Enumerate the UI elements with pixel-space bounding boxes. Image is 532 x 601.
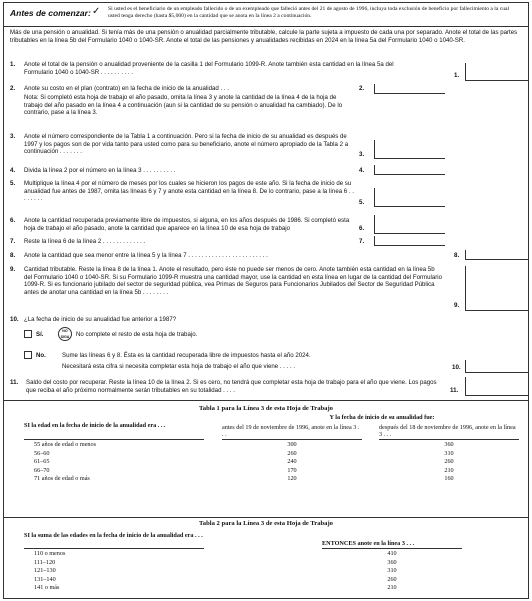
- line-ref: 9.: [454, 302, 460, 309]
- line-ref: 8.: [454, 252, 460, 259]
- line-3-text: Anote el número correspondiente de la Tabla 1 a continuación. Pero si la fecha de inicio de su anualidad es después de 1997 y los pagos son de por vida tanto para usted como para su beneficiario, anote el número apropiado de la Tabla 2 a continuación . . . . . . .: [24, 133, 349, 156]
- si-checkbox[interactable]: [24, 330, 32, 338]
- header-title: Antes de comenzar:: [10, 8, 91, 18]
- line-6-amount-field[interactable]: [374, 215, 445, 234]
- line-3-amount-field[interactable]: [374, 140, 445, 159]
- table-1-caption: Tabla 1 para la Línea 3 de esta Hoja de Trabajo: [199, 405, 333, 412]
- table-2-value-cell: 360: [387, 558, 397, 566]
- si-label: Sí.: [36, 331, 44, 338]
- no-text-continued: Necesitará esta cifra si necesita completar esta hoja de trabajo el año que viene . . . . .: [62, 363, 296, 370]
- table-2-sum-cell: 141 o más: [34, 584, 60, 591]
- line-number: 10.: [10, 316, 19, 323]
- line-ref: 1.: [454, 72, 460, 79]
- line-2-text: Anote su costo en el plan (contrato) en la fecha de inicio de la anualidad . . .: [24, 85, 229, 92]
- no-text: Sume las líneas 6 y 8. Ésta es la cantidad recuperada libre de impuestos hasta el año 2024.: [62, 352, 311, 359]
- line-10-amount-field[interactable]: [465, 360, 528, 373]
- stop-sign-icon: NO SIGA: [58, 327, 72, 341]
- line-number: 3.: [10, 133, 16, 140]
- table-1-group-header: Y la fecha de inicio de su anualidad fue:: [329, 414, 435, 421]
- line-10-text: ¿La fecha de inicio de su anualidad fue anterior a 1987?: [24, 316, 177, 323]
- table-1-after-cell: 310: [444, 449, 454, 457]
- line-8-amount-field[interactable]: [465, 250, 528, 260]
- table-1-after-cell: 360: [444, 441, 454, 448]
- table-2-sum-cell: 110 o menos: [34, 550, 66, 557]
- line-number: 11.: [10, 379, 19, 386]
- worksheet-frame: [3, 2, 529, 599]
- divider: [4, 517, 528, 518]
- table-2-sum-cell: 111–120: [34, 558, 56, 566]
- intro-paragraph: Más de una pensión o anualidad. Si tenía más de una pensión o anualidad parcialmente tributable, calcule la parte sujeta a impuesto de cada una por separado. Anote el total de las partes tributables en la línea 5b del Formulario 1040 o 1040-SR. Anote el total de las pensiones y anualidades recibidas en 2024 en la línea 5a del Formulario 1040 o 1040-SR.: [10, 29, 518, 44]
- table-1-before-cell: 260: [287, 449, 297, 457]
- line-number: 4.: [10, 167, 16, 174]
- table-2-sum-cell: 131–140: [34, 575, 56, 583]
- line-ref: 11.: [450, 387, 459, 394]
- table-2-caption: Tabla 2 para la Línea 3 de esta Hoja de Trabajo: [199, 520, 333, 527]
- table-2-header-rule: [322, 548, 462, 549]
- table-1-header-rule: [379, 439, 519, 440]
- table-1-before-cell: 170: [287, 466, 297, 474]
- table-1-after-cell: 210: [444, 466, 454, 474]
- no-checkbox[interactable]: [24, 351, 32, 359]
- line-number: 2.: [10, 85, 16, 92]
- table-2-value-cell: 260: [387, 575, 397, 583]
- table-1-before-cell: 120: [287, 475, 297, 482]
- line-ref: 2.: [359, 85, 365, 92]
- line-11-amount-field[interactable]: [465, 377, 528, 396]
- header-note: Si usted es el beneficiario de un empleado fallecido o de un exempleado que falleció antes del 21 de agosto de 1996, incluya toda exclusión de beneficio por fallecimiento a la cual usted tenga derecho (hasta $5,000) en la cantidad que se anota en la línea 2 a continuación.: [108, 6, 510, 19]
- header-banner: [4, 3, 528, 27]
- line-2-note: Nota: Si completó esta hoja de trabajo el año pasado, omita la línea 3 y anote la cantidad de la línea 4 de la hoja de trabajo del año pasado en la línea 4 a continuación (aun si la cantidad de su pensión o anualidad ha cambiado). De lo contrario, pase a la línea 3.: [24, 94, 343, 117]
- table-1-col3-header: después del 18 de noviembre de 1996, anote en la línea 3 . . .: [379, 424, 516, 439]
- line-1-amount-field[interactable]: [465, 63, 528, 81]
- line-9-text: Cantidad tributable. Reste la línea 8 de la línea 1. Anote el resultado, pero éste no puede ser menos de cero. Anote también esta cantidad en la línea 5b del Formulario 1040 o 1040-SR. Si su Formulario 1099-R muestra una cantidad mayor, use la cantidad en esta línea en lugar de la cantidad del Formulario 1099-R. Si es funcionario jubilado del sector de seguridad pública, vea Primas de Seguros para Funcionarios Jubilados del Sector de Seguridad Pública antes de anotar una cantidad en la línea 5b . . . . . . . .: [24, 266, 442, 296]
- divider: [4, 400, 528, 401]
- line-ref: 3.: [359, 151, 365, 158]
- line-2-amount-field[interactable]: [374, 84, 445, 94]
- table-1-before-cell: 300: [287, 441, 297, 448]
- table-2-header-rule: [24, 548, 204, 549]
- table-1-after-cell: 160: [444, 475, 454, 482]
- line-number: 5.: [10, 180, 16, 187]
- table-2-value-cell: 210: [387, 584, 397, 591]
- line-9-amount-field[interactable]: [465, 266, 528, 311]
- line-4-text: Divida la línea 2 por el número en la línea 3 . . . . . . . . . .: [24, 167, 176, 174]
- line-ref: 4.: [359, 167, 365, 174]
- table-1-age-cell: 56–60: [34, 449, 50, 457]
- table-1-col1-header: SI la edad en la fecha de inicio de la anualidad era . . .: [24, 422, 166, 429]
- line-7-text: Reste la línea 6 de la línea 2 . . . . . . . . . . . . .: [24, 238, 146, 245]
- line-5-amount-field[interactable]: [374, 188, 445, 207]
- checkmark-icon: ✓: [92, 6, 101, 17]
- table-2-sum-cell: 121–130: [34, 567, 56, 574]
- line-number: 7.: [10, 238, 16, 245]
- table-2-col2-header: ENTONCES anote en la línea 3 . . .: [322, 540, 415, 547]
- table-1-header-rule: [222, 439, 362, 440]
- table-1-before-cell: 240: [287, 458, 297, 465]
- line-6-text: Anote la cantidad recuperada previamente libre de impuestos, si alguna, en los años después de 1986. Si completó esta hoja de trabajo el año pasado, anote la cantidad que aparece en la línea 10 de esa hoja de trabajo: [24, 217, 350, 232]
- line-7-amount-field[interactable]: [374, 236, 445, 246]
- line-ref: 10.: [452, 364, 461, 371]
- table-1-age-cell: 66–70: [34, 466, 50, 474]
- line-1-text: Anote el total de la pensión o anualidad proveniente de la casilla 1 del Formulario 1099-R. Anote también esta cantidad en la línea 5a del Formulario 1040 o 1040-SR . . . . . . . . . .: [24, 61, 394, 76]
- table-1-age-cell: 61–65: [34, 458, 50, 465]
- table-2-value-cell: 310: [387, 567, 397, 574]
- line-number: 1.: [10, 61, 16, 68]
- line-8-text: Anote la cantidad que sea menor entre la línea 5 y la línea 7 . . . . . . . . . . . . . . . . . . . . . . . .: [24, 252, 268, 259]
- table-1-age-cell: 71 años de edad o más: [34, 475, 90, 482]
- table-2-col1-header: SI la suma de las edades en la fecha de inicio de la anualidad era . . .: [24, 532, 203, 539]
- line-ref: 5.: [359, 199, 365, 206]
- line-number: 8.: [10, 252, 16, 259]
- si-text: No complete el resto de esta hoja de trabajo.: [76, 331, 198, 338]
- table-2-value-cell: 410: [387, 550, 397, 557]
- line-number: 9.: [10, 266, 16, 273]
- line-ref: 7.: [359, 238, 365, 245]
- no-label: No.: [36, 352, 46, 359]
- table-1-header-rule: [24, 439, 204, 440]
- line-5-text: Multiplique la línea 4 por el número de meses por los cuales se hicieron los pagos de este año. Si la fecha de inicio de su anualidad fue antes de 1987, omita las líneas 6 y 7 y anote esta cantidad en la línea 8. De lo contrario, pase a la línea 6 . . . . . . . .: [24, 180, 354, 203]
- table-1-col2-header: antes del 19 de noviembre de 1996, anote en la línea 3 . . .: [222, 424, 360, 439]
- table-1-age-cell: 55 años de edad o menos: [34, 441, 97, 448]
- line-4-amount-field[interactable]: [374, 165, 445, 175]
- table-1-after-cell: 260: [444, 458, 454, 465]
- line-11-text: Saldo del costo por recuperar. Reste la línea 10 de la línea 2. Si es cero, no tendrá que completar esta hoja de trabajo para el año que viene. Los pagos que reciba el año próximo normalmente serán tributables en su totalidad . . . .: [26, 379, 437, 394]
- line-number: 6.: [10, 217, 16, 224]
- line-ref: 6.: [359, 225, 365, 232]
